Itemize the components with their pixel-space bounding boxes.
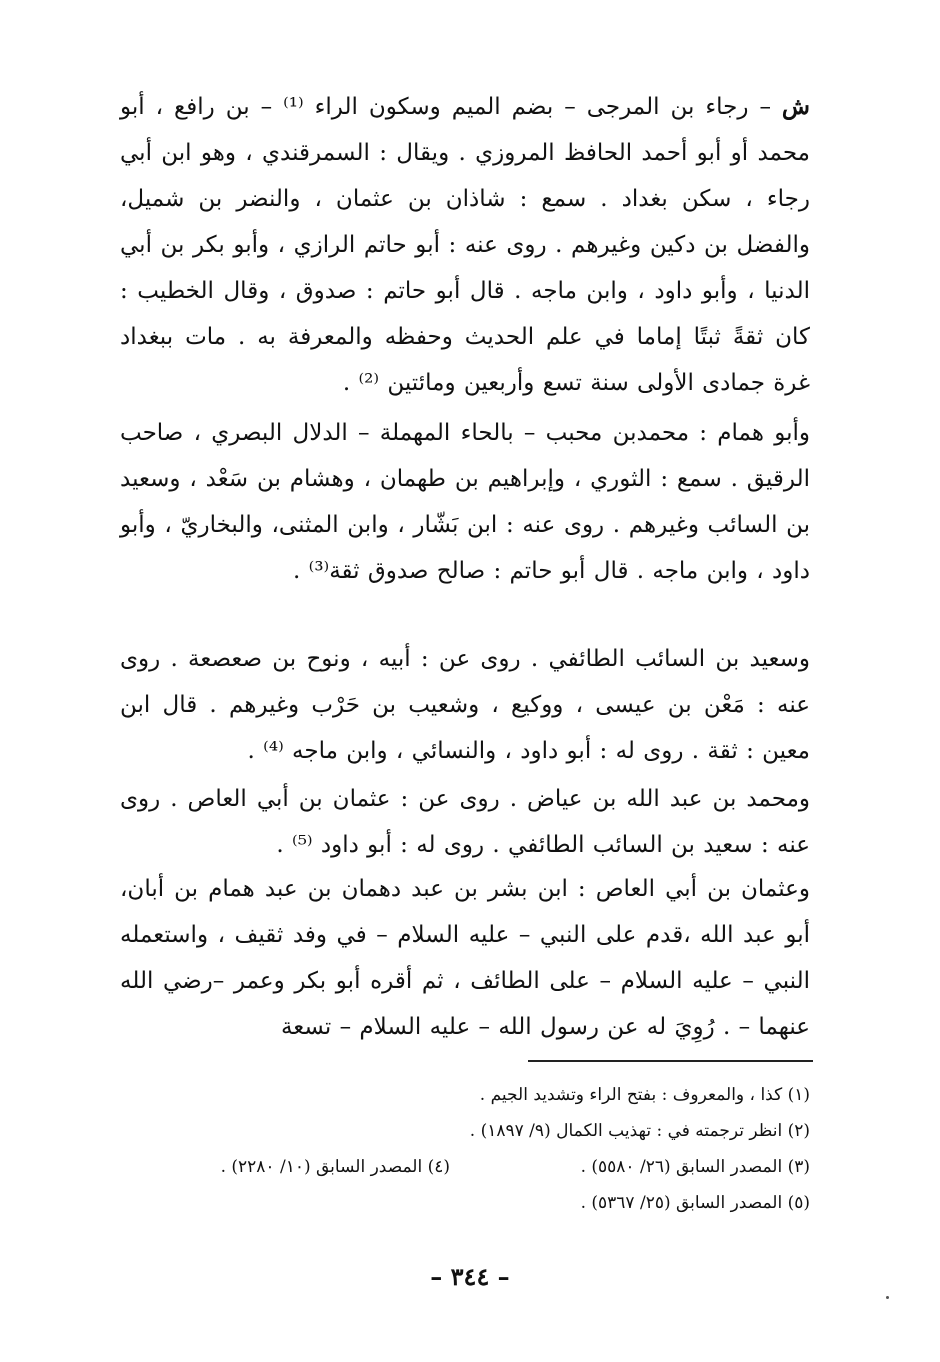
footnote-row [120, 1113, 810, 1149]
footnote-1: (١) كذا ، والمعروف : بفتح الراء وتشديد الجيم . [479, 1085, 810, 1105]
commentary-marker: ش [781, 93, 810, 120]
footnotes [120, 1077, 810, 1221]
paragraph-text: وأبو همام : محمدبن محبب – بالحاء المهملة – الدلال البصري ، صاحب الرقيق . سمع : الثوري ، وإبراهيم بن طهمان ، وهشام بن سَعْد ، وسعيد بن السائب وغيرهم . روى عنه : ابن بَشّار ، وابن المثنى، والبخاريّ ، وأبو داود ، وابن ماجه . قال أبو حاتم : صالح صدوق ثقة⁽³⁾ . [120, 420, 810, 584]
paragraph-uthman-ibn-abi-al-as [120, 866, 810, 1050]
paragraph-text: – رجاء بن المرجى – بضم الميم وسكون الراء ⁽¹⁾ – بن رافع ، أبو محمد أو أبو أحمد الحافظ المروزي . ويقال : السمرقندي ، وهو ابن أبي رجاء ، سكن بغداد . سمع : شاذان بن عثمان ، والنضر بن شميل، والفضل بن دكين وغيرهم . روى عنه : أبو حاتم الرازي ، وأبو بكر بن أبي الدنيا ، وأبو داود ، وابن ماجه . قال أبو حاتم : صدوق ، وقال الخطيب : كان ثقةً ثبتًا إماما في علم الحديث وحفظه والمعرفة به . مات ببغداد غرة جمادى الأولى سنة تسع وأربعين ومائتين ⁽²⁾ . [120, 94, 810, 396]
paragraph-text: ومحمد بن عبد الله بن عياض . روى عن : عثمان بن أبي العاص . روى عنه : سعيد بن السائب الطائفي . روى له : أبو داود ⁽⁵⁾ . [120, 786, 810, 858]
footnote-3: (٣) المصدر السابق (٢٦/ ٥٥٨٠) . [580, 1157, 810, 1177]
page-number: – ٣٤٤ – [430, 1262, 510, 1291]
footnote-divider [528, 1060, 813, 1062]
scan-speck [886, 1296, 889, 1299]
paragraph-abu-hammam [120, 410, 810, 594]
footnote-5: (٥) المصدر السابق (٢٥/ ٥٣٦٧) . [580, 1193, 810, 1213]
footnote-row [120, 1185, 810, 1221]
footnote-2: (٢) انظر ترجمته في : تهذيب الكمال (٩/ ١٨٩٧) . [469, 1121, 810, 1141]
paragraph-text: وسعيد بن السائب الطائفي . روى عن : أبيه ، ونوح بن صعصعة . روى عنه : مَعْن بن عيسى ، ووكيع ، وشعيب بن حَرْب وغيرهم . قال ابن معين : ثقة . روى له : أبو داود ، والنسائي ، وابن ماجه ⁽⁴⁾ . [120, 646, 810, 764]
paragraph-said-ibn-al-saib [120, 636, 810, 774]
paragraph-text: وعثمان بن أبي العاص : ابن بشر بن عبد دهمان بن عبد همام بن أبان، أبو عبد الله ،قدم على النبي – عليه السلام – في وفد ثقيف ، واستعمله النبي – عليه السلام – على الطائف ، ثم أقره أبو بكر وعمر –رضي الله عنهما – . رُوِيَ له عن رسول الله – عليه السلام – تسعة [120, 876, 810, 1040]
footnote-4: (٤) المصدر السابق (١٠/ ٢٢٨٠) . [220, 1157, 450, 1177]
footnote-row [120, 1077, 810, 1113]
paragraph-muhammad-ibn-abdullah-ibn-iyad [120, 776, 810, 868]
paragraph-raja-ibn-al-murajja [120, 84, 810, 406]
footnote-row [120, 1149, 810, 1185]
